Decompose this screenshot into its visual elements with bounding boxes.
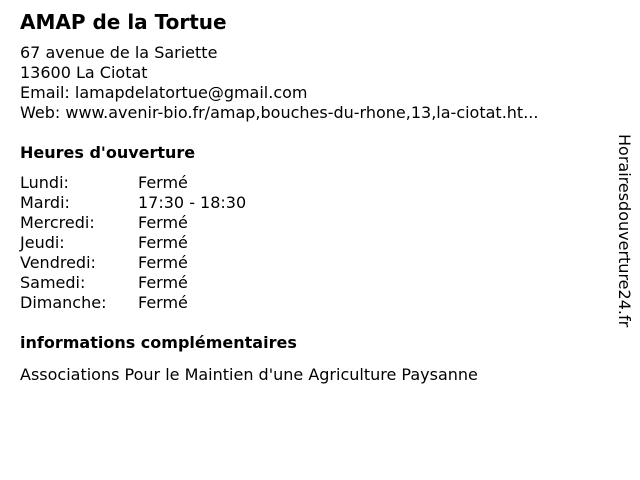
info-title: informations complémentaires — [20, 333, 297, 352]
hours-title: Heures d'ouverture — [20, 143, 196, 162]
hours-value: Fermé — [138, 253, 188, 272]
hours-day: Jeudi: — [20, 233, 65, 252]
hours-row-saturday — [20, 273, 610, 293]
hours-day: Vendredi: — [20, 253, 96, 272]
site-watermark: Horairesdouverture24.fr — [615, 134, 634, 328]
hours-value: Fermé — [138, 213, 188, 232]
hours-row-friday — [20, 253, 610, 273]
hours-day: Samedi: — [20, 273, 86, 292]
hours-day: Mercredi: — [20, 213, 95, 232]
info-text: Associations Pour le Maintien d'une Agriculture Paysanne — [20, 365, 478, 384]
web-line: Web: www.avenir-bio.fr/amap,bouches-du-rhone,13,la-ciotat.ht... — [20, 103, 539, 122]
hours-day: Lundi: — [20, 173, 69, 192]
business-card — [20, 10, 610, 385]
hours-row-sunday — [20, 293, 610, 313]
hours-day: Dimanche: — [20, 293, 107, 312]
business-name: AMAP de la Tortue — [20, 10, 227, 34]
hours-value: Fermé — [138, 273, 188, 292]
address-line-city: 13600 La Ciotat — [20, 63, 148, 82]
hours-row-monday — [20, 173, 610, 193]
address-line-street: 67 avenue de la Sariette — [20, 43, 218, 62]
hours-value: Fermé — [138, 293, 188, 312]
hours-row-wednesday — [20, 213, 610, 233]
hours-value: 17:30 - 18:30 — [138, 193, 247, 212]
hours-value: Fermé — [138, 233, 188, 252]
address-block — [20, 43, 610, 123]
hours-value: Fermé — [138, 173, 188, 192]
email-line: Email: lamapdelatortue@gmail.com — [20, 83, 308, 102]
hours-day: Mardi: — [20, 193, 70, 212]
hours-table — [20, 173, 610, 313]
hours-row-tuesday — [20, 193, 610, 213]
hours-row-thursday — [20, 233, 610, 253]
